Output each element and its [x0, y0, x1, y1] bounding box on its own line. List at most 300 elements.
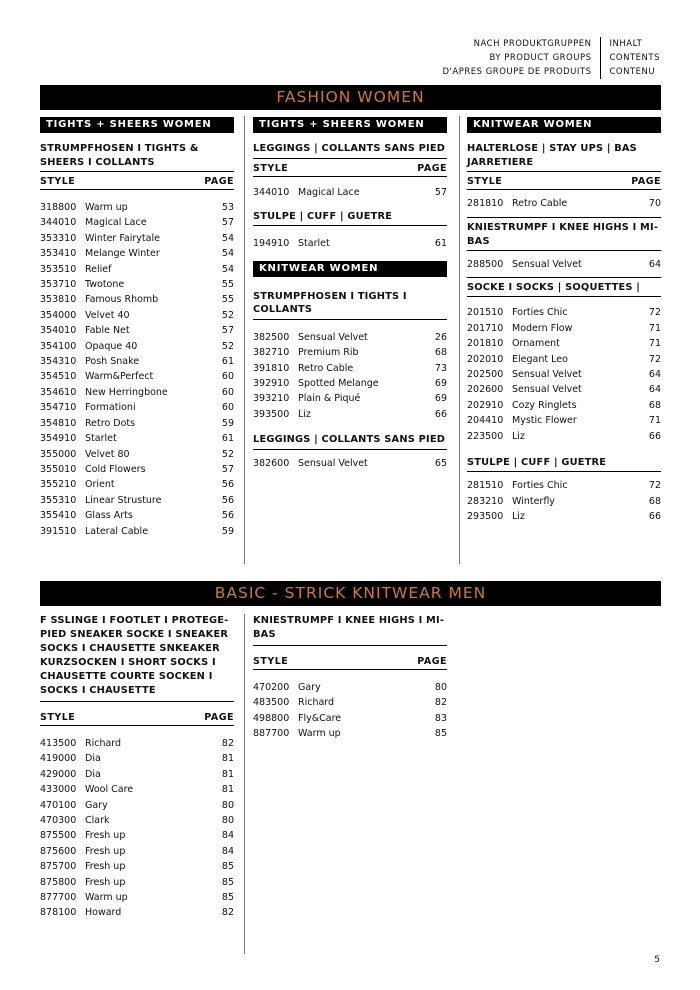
product-row — [253, 711, 447, 726]
product-name: Wool Care — [85, 784, 134, 796]
page-ref: 61 — [221, 356, 234, 368]
style-number: 281810 — [467, 198, 504, 209]
page-ref: 68 — [434, 347, 447, 359]
product-name: Formationi — [85, 402, 136, 414]
style-number: 875800 — [40, 876, 77, 888]
product-name: Posh Snake — [85, 356, 140, 368]
style-number: 393210 — [253, 393, 290, 405]
product-row — [253, 330, 447, 345]
style-number: 887700 — [253, 728, 290, 740]
product-name: Modern Flow — [512, 322, 573, 334]
product-name: Ornament — [512, 338, 560, 350]
page-ref: 85 — [434, 728, 447, 740]
product-row — [40, 736, 234, 751]
style-number: 201710 — [467, 322, 504, 334]
page-ref: 52 — [221, 448, 234, 460]
section-heading: LEGGINGS | COLLANTS SANS PIED — [253, 142, 447, 159]
product-name: Warm up — [85, 202, 128, 213]
product-name: Cold Flowers — [85, 463, 146, 475]
page-ref: 54 — [221, 232, 234, 244]
style-number: 382500 — [253, 331, 290, 343]
column-divider — [459, 116, 460, 564]
page-ref: 57 — [221, 217, 234, 229]
style-number: 354310 — [40, 356, 77, 368]
product-row — [40, 524, 234, 539]
style-number: 354000 — [40, 309, 77, 321]
style-number: 433000 — [40, 784, 77, 796]
style-number: 413500 — [40, 738, 77, 749]
style-number: 355010 — [40, 463, 77, 475]
product-list — [467, 251, 661, 272]
product-name: Twotone — [85, 279, 125, 291]
style-number: 470300 — [40, 815, 77, 827]
product-name: Forties Chic — [512, 307, 568, 319]
product-name: Dia — [85, 753, 101, 765]
style-number: 875700 — [40, 861, 77, 873]
page-ref: 59 — [221, 525, 234, 537]
product-row — [467, 352, 661, 367]
style-number: 293500 — [467, 511, 504, 523]
page-ref: 85 — [221, 892, 234, 904]
page-ref: 80 — [434, 682, 447, 693]
page-ref: 71 — [648, 338, 661, 350]
product-row — [40, 369, 234, 384]
page-label: PAGE — [631, 176, 661, 187]
page-ref: 81 — [221, 768, 234, 780]
style-number: 498800 — [253, 712, 290, 724]
product-row — [40, 262, 234, 277]
style-number: 353310 — [40, 232, 77, 244]
page-ref: 72 — [648, 480, 661, 492]
style-label: STYLE — [253, 656, 289, 667]
header-line: INHALT — [609, 39, 643, 49]
page-ref: 72 — [648, 307, 661, 319]
product-name: Forties Chic — [512, 480, 568, 492]
style-number: 288500 — [467, 259, 504, 271]
style-number: 353710 — [40, 279, 77, 291]
section-heading: STULPE | CUFF | GUETRE — [467, 456, 661, 473]
page-ref: 52 — [221, 340, 234, 352]
product-row — [253, 376, 447, 391]
page-ref: 60 — [221, 371, 234, 383]
page-ref: 66 — [648, 511, 661, 523]
style-number: 355310 — [40, 494, 77, 506]
page-ref: 64 — [648, 368, 661, 380]
style-number: 354710 — [40, 402, 77, 414]
product-name: Fresh up — [85, 861, 126, 873]
product-name: Gary — [85, 799, 108, 811]
style-number: 201510 — [467, 307, 504, 319]
style-number: 419000 — [40, 753, 77, 765]
product-row — [40, 859, 234, 874]
product-row — [467, 509, 661, 524]
product-name: Magical Lace — [298, 186, 360, 198]
style-number: 354810 — [40, 417, 77, 429]
style-number: 223500 — [467, 430, 504, 442]
page-ref: 73 — [434, 362, 447, 374]
product-row — [40, 400, 234, 415]
page-ref: 84 — [221, 830, 234, 842]
product-row — [40, 813, 234, 828]
page-ref: 61 — [221, 433, 234, 445]
product-row — [40, 767, 234, 782]
product-row — [253, 726, 447, 741]
section-heading: STRUMPFHOSEN I TIGHTS I COLLANTS — [253, 290, 447, 320]
page-ref: 53 — [221, 202, 234, 213]
style-number: 391810 — [253, 362, 290, 374]
page-ref: 81 — [221, 753, 234, 765]
product-name: Sensual Velvet — [298, 457, 368, 469]
product-name: Warm&Perfect — [85, 371, 154, 383]
product-row — [467, 494, 661, 509]
style-number: 344010 — [253, 186, 290, 198]
style-number: 355210 — [40, 479, 77, 491]
product-row — [467, 305, 661, 320]
header-groups — [443, 37, 601, 79]
product-name: Starlet — [298, 238, 330, 250]
table-header — [467, 172, 661, 190]
section-heading: F SSLINGE I FOOTLET I PROTEGE-PIED SNEAKER SOCKE I SNEAKER SOCKS I CHAUSETTE SNKEAKER KURZSOCKEN I SHORT SOCKS I CHAUSETTE COURTE SOCKEN I SOCKS I CHAUSETTE — [40, 614, 234, 702]
product-row — [467, 257, 661, 272]
header-line: BY PRODUCT GROUPS — [489, 53, 592, 63]
column-socks — [40, 614, 234, 921]
fashion-women-banner: FASHION WOMEN — [40, 85, 661, 110]
section-heading: SOCKE I SOCKS | SOQUETTES | — [467, 277, 661, 298]
header-line: CONTENTS — [609, 53, 660, 63]
category-bar: KNITWEAR WOMEN — [467, 117, 661, 133]
page-ref: 55 — [221, 294, 234, 306]
product-row — [253, 185, 447, 200]
page-ref: 56 — [221, 479, 234, 491]
category-bar: KNITWEAR WOMEN — [253, 261, 447, 277]
style-label: STYLE — [40, 712, 76, 723]
page-ref: 64 — [648, 259, 661, 271]
style-number: 382710 — [253, 347, 290, 359]
header-line: D'APRES GROUPE DE PRODUITS — [442, 67, 592, 77]
page-ref: 80 — [221, 815, 234, 827]
product-name: Winterfly — [512, 495, 555, 507]
product-name: Premium Rib — [298, 347, 359, 359]
product-row — [40, 231, 234, 246]
product-name: Retro Cable — [512, 198, 568, 209]
product-row — [40, 462, 234, 477]
product-row — [40, 277, 234, 292]
page-ref: 61 — [434, 238, 447, 250]
section-heading: KNIESTRUMPF I KNEE HIGHS I MI-BAS — [253, 614, 447, 646]
product-name: Velvet 80 — [85, 448, 130, 460]
page-label: PAGE — [417, 656, 447, 667]
header-line: NACH PRODUKTGRUPPEN — [473, 39, 592, 49]
product-row — [467, 429, 661, 444]
style-number: 202500 — [467, 368, 504, 380]
product-row — [467, 413, 661, 428]
page-ref: 81 — [221, 784, 234, 796]
product-name: Fresh up — [85, 876, 126, 888]
product-row — [253, 391, 447, 406]
product-name: Fly&Care — [298, 712, 342, 724]
product-name: Relief — [85, 263, 112, 275]
page-ref: 60 — [221, 402, 234, 414]
style-number: 878100 — [40, 907, 77, 919]
product-name: Fable Net — [85, 325, 130, 337]
product-name: Retro Dots — [85, 417, 136, 429]
page-label: PAGE — [204, 176, 234, 187]
product-list — [253, 670, 447, 742]
page-ref: 84 — [221, 845, 234, 857]
product-name: Winter Fairytale — [85, 232, 160, 244]
product-name: Retro Cable — [298, 362, 354, 374]
style-label: STYLE — [40, 176, 76, 187]
page-ref: 70 — [648, 198, 661, 209]
product-name: Famous Rhomb — [85, 294, 159, 306]
product-name: Gary — [298, 682, 321, 693]
column-divider — [244, 116, 245, 564]
section-heading: KNIESTRUMPF I KNEE HIGHS I MI-BAS — [467, 217, 661, 251]
style-number: 354510 — [40, 371, 77, 383]
product-row — [467, 382, 661, 397]
product-row — [40, 354, 234, 369]
style-number: 202010 — [467, 353, 504, 365]
page-ref: 60 — [221, 386, 234, 398]
product-row — [40, 323, 234, 338]
table-header — [253, 159, 447, 177]
style-number: 353810 — [40, 294, 77, 306]
section-heading: STRUMPFHOSEN I TIGHTS & SHEERS I COLLANTS — [40, 142, 234, 172]
product-name: Liz — [298, 408, 311, 420]
table-header — [40, 702, 234, 726]
page-ref: 83 — [434, 712, 447, 724]
product-row — [253, 680, 447, 695]
product-name: Warm up — [85, 892, 128, 904]
product-list — [467, 297, 661, 444]
product-name: Lateral Cable — [85, 525, 149, 537]
product-list — [253, 320, 447, 422]
style-number: 353510 — [40, 263, 77, 275]
product-row — [467, 367, 661, 382]
style-number: 877700 — [40, 892, 77, 904]
page-ref: 69 — [434, 393, 447, 405]
page-ref: 66 — [648, 430, 661, 442]
product-name: Clark — [85, 815, 110, 827]
page-ref: 26 — [434, 331, 447, 343]
style-number: 483500 — [253, 697, 290, 709]
product-row — [253, 407, 447, 422]
product-row — [40, 890, 234, 905]
product-row — [467, 398, 661, 413]
product-name: Spotted Melange — [298, 378, 379, 390]
style-number: 194910 — [253, 238, 290, 250]
style-number: 281510 — [467, 480, 504, 492]
product-list — [40, 726, 234, 921]
product-list — [467, 190, 661, 211]
style-number: 202910 — [467, 399, 504, 411]
product-name: Opaque 40 — [85, 340, 138, 352]
column-leggings-knitwear — [253, 117, 447, 471]
style-number: 344010 — [40, 217, 77, 229]
page-ref: 82 — [434, 697, 447, 709]
product-row — [40, 215, 234, 230]
product-name: Warm up — [298, 728, 341, 740]
style-number: 470100 — [40, 799, 77, 811]
category-bar: TIGHTS + SHEERS WOMEN — [40, 117, 234, 133]
page-header — [443, 37, 661, 79]
style-number: 382600 — [253, 457, 290, 469]
product-list — [253, 177, 447, 200]
page-ref: 82 — [221, 907, 234, 919]
product-row — [40, 477, 234, 492]
product-name: Sensual Velvet — [512, 384, 582, 396]
style-label: STYLE — [253, 162, 289, 174]
page-ref: 59 — [221, 417, 234, 429]
column-tights-sheers — [40, 117, 234, 539]
page-ref: 64 — [648, 384, 661, 396]
page-ref: 71 — [648, 415, 661, 427]
header-contents — [601, 37, 661, 79]
product-row — [253, 361, 447, 376]
product-name: Elegant Leo — [512, 353, 568, 365]
page-ref: 71 — [648, 322, 661, 334]
page-ref: 56 — [221, 494, 234, 506]
product-row — [253, 236, 447, 251]
product-name: Linear Strusture — [85, 494, 162, 506]
product-name: Velvet 40 — [85, 309, 130, 321]
style-number: 393500 — [253, 408, 290, 420]
product-row — [40, 385, 234, 400]
style-number: 875500 — [40, 830, 77, 842]
product-row — [40, 828, 234, 843]
product-row — [40, 798, 234, 813]
product-list — [253, 450, 447, 471]
page-ref: 68 — [648, 495, 661, 507]
product-row — [467, 336, 661, 351]
style-number: 353410 — [40, 248, 77, 260]
product-name: Liz — [512, 430, 525, 442]
style-number: 355000 — [40, 448, 77, 460]
style-number: 354100 — [40, 340, 77, 352]
style-number: 391510 — [40, 525, 77, 537]
product-row — [40, 875, 234, 890]
style-number: 392910 — [253, 378, 290, 390]
header-line: CONTENU — [609, 67, 656, 77]
product-row — [40, 751, 234, 766]
product-name: New Herringbone — [85, 386, 168, 398]
product-name: Dia — [85, 768, 101, 780]
product-name: Mystic Flower — [512, 415, 577, 427]
product-row — [40, 905, 234, 920]
page-ref: 57 — [221, 463, 234, 475]
product-row — [253, 345, 447, 360]
basic-knitwear-men-banner: BASIC - STRICK KNITWEAR MEN — [40, 581, 661, 606]
product-row — [40, 246, 234, 261]
product-row — [40, 844, 234, 859]
product-name: Sensual Velvet — [512, 368, 582, 380]
section-heading: LEGGINGS | COLLANTS SANS PIED — [253, 433, 447, 450]
product-row — [40, 782, 234, 797]
product-list — [253, 226, 447, 251]
page-ref: 66 — [434, 408, 447, 420]
style-number: 354610 — [40, 386, 77, 398]
page-ref: 82 — [221, 738, 234, 749]
product-name: Starlet — [85, 433, 117, 445]
product-row — [40, 200, 234, 215]
style-number: 875600 — [40, 845, 77, 857]
page-ref: 68 — [648, 399, 661, 411]
product-name: Richard — [85, 738, 122, 749]
style-number: 202600 — [467, 384, 504, 396]
product-row — [253, 456, 447, 471]
section-heading: HALTERLOSE | STAY UPS | BAS JARRETIERE — [467, 142, 661, 172]
product-row — [40, 292, 234, 307]
table-header — [40, 172, 234, 190]
product-list — [40, 190, 234, 539]
page-ref: 57 — [221, 325, 234, 337]
page-ref: 54 — [221, 263, 234, 275]
product-name: Plain & Piqué — [298, 393, 361, 405]
style-number: 283210 — [467, 495, 504, 507]
product-name: Glass Arts — [85, 510, 133, 522]
page-label: PAGE — [204, 712, 234, 723]
product-name: Fresh up — [85, 830, 126, 842]
product-row — [40, 447, 234, 462]
product-row — [40, 339, 234, 354]
product-row — [40, 416, 234, 431]
product-row — [40, 493, 234, 508]
product-name: Richard — [298, 697, 335, 709]
page-ref: 80 — [221, 799, 234, 811]
style-number: 204410 — [467, 415, 504, 427]
product-row — [40, 431, 234, 446]
product-list — [467, 472, 661, 524]
page-ref: 54 — [221, 248, 234, 260]
style-number: 429000 — [40, 768, 77, 780]
section-heading: STULPE | CUFF | GUETRE — [253, 210, 447, 227]
page-ref: 85 — [221, 861, 234, 873]
style-number: 201810 — [467, 338, 504, 350]
product-name: Magical Lace — [85, 217, 147, 229]
product-row — [467, 196, 661, 211]
table-header — [253, 646, 447, 670]
product-name: Liz — [512, 511, 525, 523]
column-knitwear-women — [467, 117, 661, 525]
category-bar: TIGHTS + SHEERS WOMEN — [253, 117, 447, 133]
product-name: Sensual Velvet — [512, 259, 582, 271]
page-ref: 85 — [221, 876, 234, 888]
product-row — [40, 508, 234, 523]
page-ref: 56 — [221, 510, 234, 522]
product-name: Orient — [85, 479, 115, 491]
page-ref: 57 — [434, 186, 447, 198]
product-row — [40, 308, 234, 323]
page-ref: 72 — [648, 353, 661, 365]
product-name: Melange Winter — [85, 248, 160, 260]
style-number: 354910 — [40, 433, 77, 445]
page-label: PAGE — [417, 162, 447, 174]
column-divider — [244, 614, 245, 954]
style-number: 355410 — [40, 510, 77, 522]
product-name: Howard — [85, 907, 122, 919]
product-name: Fresh up — [85, 845, 126, 857]
style-number: 470200 — [253, 682, 290, 693]
style-label: STYLE — [467, 176, 503, 187]
page-number: 5 — [654, 955, 660, 965]
style-number: 354010 — [40, 325, 77, 337]
product-name: Sensual Velvet — [298, 331, 368, 343]
page-ref: 55 — [221, 279, 234, 291]
column-knee-highs — [253, 614, 447, 742]
product-row — [253, 695, 447, 710]
product-row — [467, 478, 661, 493]
page-ref: 69 — [434, 378, 447, 390]
